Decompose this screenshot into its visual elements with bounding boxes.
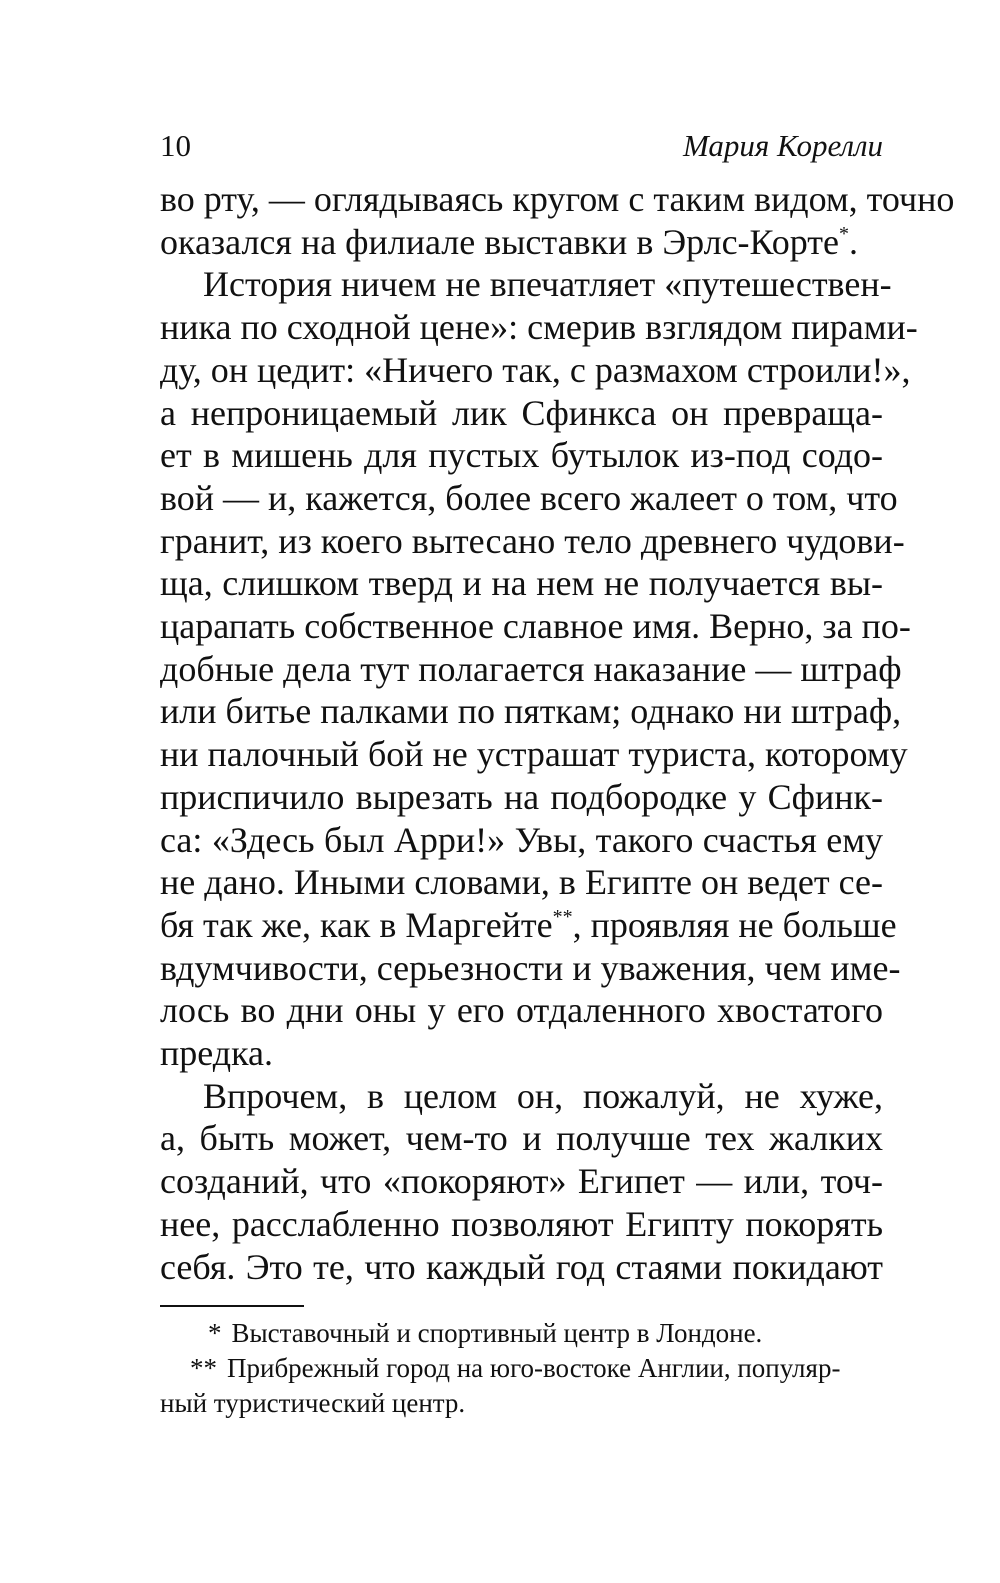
text-line: лось во дни оны у его отдаленного хвостатого [160, 990, 883, 1031]
text-line: вдумчивости, серьезности и уважения, чем име- [160, 947, 901, 988]
text-line: добные дела тут полагается наказание — штраф [160, 648, 902, 689]
page-number: 10 [160, 128, 191, 163]
text-line: предка. [160, 1033, 274, 1074]
text-line: себя. Это те, что каждый год стаями покидают [160, 1246, 883, 1287]
text-line: нее, расслабленно позволяют Египту покорять [160, 1203, 883, 1244]
running-header [160, 128, 883, 172]
text-line [160, 221, 883, 264]
text-line: ни палочный бой не устрашат туриста, которому [160, 734, 908, 775]
footnote-text: Выставочный и спортивный центр в Лондоне. [231, 1318, 763, 1348]
text-line: ща, слишком тверд и на нем не получается вы- [160, 563, 883, 604]
footnote-text: Прибрежный город на юго-востоке Англии, популяр- [227, 1353, 841, 1383]
text-line: вой — и, кажется, более всего жалеет о том, что [160, 477, 898, 518]
text-line [160, 904, 897, 947]
text-line: ет в мишень для пустых бутылок из-под содо- [160, 435, 883, 476]
footnote-mark: ** [190, 1353, 217, 1383]
footnote-2 [160, 1351, 883, 1386]
text-line: гранит, из коего вытесано тело древнего чудови- [160, 520, 905, 561]
footnotes [160, 1316, 883, 1421]
text-line: а непроницаемый лик Сфинкса он превраща- [160, 392, 883, 433]
running-title: Мария Корелли [683, 128, 883, 163]
footnote-ref: ** [552, 905, 573, 928]
text-line: ду, он цедит: «Ничего так, с размахом строили!», [160, 349, 911, 390]
footnote-2-continuation: ный туристический центр. [160, 1388, 466, 1418]
text-fragment: . [849, 221, 858, 262]
footnote-ref: * [839, 222, 849, 245]
main-text [160, 178, 955, 1288]
text-line: са: «Здесь был Арри!» Увы, такого счастья ему [160, 819, 883, 860]
text-fragment: оказался на филиале выставки в Эрлс-Корте [160, 221, 839, 262]
text-line: ника по сходной цене»: смерив взглядом пирами- [160, 307, 918, 348]
footnote-1 [160, 1316, 883, 1351]
text-line: царапать собственное славное имя. Верно, за по- [160, 606, 911, 647]
text-line: а, быть может, чем-то и получше тех жалких [160, 1118, 883, 1159]
text-line: приспичило вырезать на подбородке у Сфинк- [160, 776, 883, 817]
text-fragment: бя так же, как в Маргейте [160, 904, 553, 945]
text-fragment: , проявляя не больше [572, 904, 897, 945]
text-line: или битье палками по пяткам; однако ни штраф, [160, 691, 902, 732]
paragraph-start-line: История ничем не впечатляет «путешествен- [203, 264, 892, 305]
footnote-mark: * [208, 1318, 222, 1348]
text-line: во рту, — оглядываясь кругом с таким видом, точно [160, 179, 955, 219]
paragraph-start-line: Впрочем, в целом он, пожалуй, не хуже, [203, 1075, 883, 1116]
text-line: созданий, что «покоряют» Египет — или, точ- [160, 1161, 883, 1202]
text-line: не дано. Иными словами, в Египте он ведет се- [160, 862, 883, 903]
footnote-divider [160, 1305, 304, 1307]
